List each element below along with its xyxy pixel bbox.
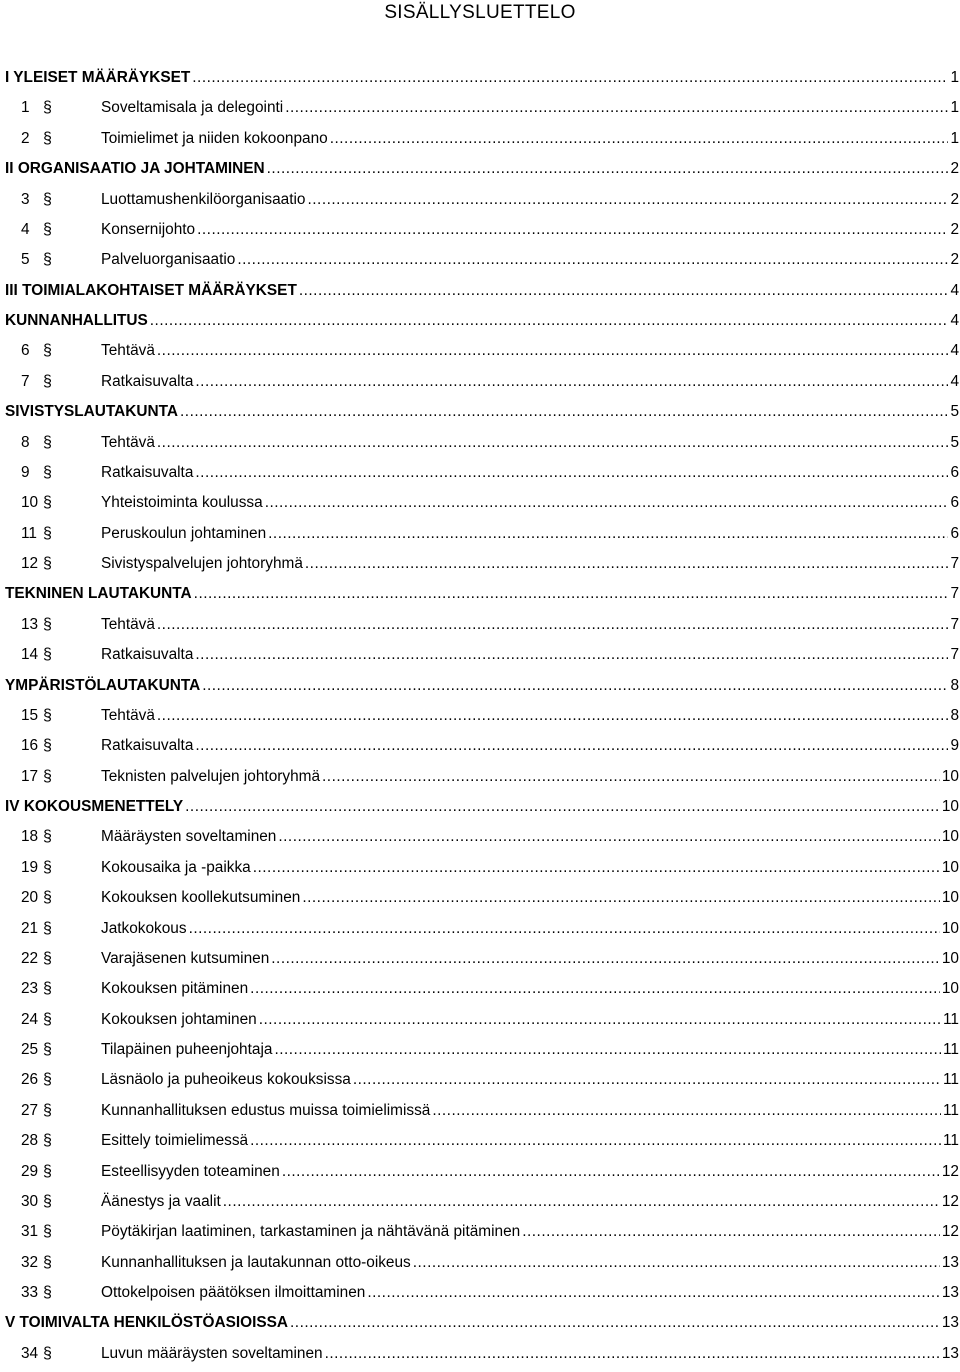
section-number: 4 [21,220,30,238]
dot-leader [325,1339,940,1369]
page-number: 9 [950,737,959,755]
section-number: 21 [21,919,39,937]
paragraph-sign: § [43,220,52,238]
paragraph-sign: § [43,1101,52,1119]
dot-leader [202,671,948,701]
paragraph-sign: § [43,555,52,572]
toc-section-entry[interactable] [5,1339,960,1369]
toc-section-entry[interactable] [5,701,960,731]
entry-title: Kokouksen koollekutsuminen [101,889,301,907]
page-number: 6 [950,524,959,542]
toc-chapter-entry[interactable] [5,671,960,701]
page-number: 11 [943,1132,959,1150]
paragraph-sign: § [43,1253,52,1271]
dot-leader [413,1248,940,1278]
entry-title: Jatkokokous [101,919,187,937]
toc-section-entry[interactable] [5,1035,960,1065]
page-number: 13 [941,1284,959,1301]
dot-leader [192,63,948,93]
page-number: 13 [941,1314,959,1332]
toc-section-entry[interactable] [5,822,960,852]
page-number: 10 [941,980,959,998]
dot-leader [194,579,949,609]
page-number: 4 [950,312,959,329]
entry-title: Ratkaisuvalta [101,463,194,481]
dot-leader [268,519,948,549]
paragraph-sign: § [43,1010,52,1028]
section-number: 23 [21,980,39,998]
page-number: 10 [941,919,959,937]
toc-section-entry[interactable] [5,93,960,123]
toc-section-entry[interactable] [5,610,960,640]
page-number: 10 [941,949,959,967]
page-number: 13 [941,1344,959,1362]
entry-title: Ottokelpoisen päätöksen ilmoittaminen [101,1284,366,1301]
toc-section-entry[interactable] [5,762,960,792]
dot-leader [185,792,940,822]
entry-title: Kunnanhallituksen ja lautakunnan otto-oikeus [101,1253,411,1271]
section-number: 7 [21,372,30,390]
dot-leader [197,215,948,245]
toc-section-entry[interactable] [5,731,960,761]
dot-leader [237,245,948,275]
entry-title: Varajäsenen kutsuminen [101,949,270,967]
entry-title: Kunnanhallituksen edustus muissa toimielimissä [101,1101,431,1119]
entry-title: Läsnäolo ja puheoikeus kokouksissa [101,1071,351,1089]
section-number: 3 [21,190,30,208]
dot-leader [250,974,940,1004]
paragraph-sign: § [43,524,52,542]
entry-title: Yhteistoiminta koulussa [101,494,263,512]
dot-leader [308,185,949,215]
dot-leader [302,883,940,913]
paragraph-sign: § [43,889,52,907]
page-number: 10 [941,798,959,815]
toc-section-entry[interactable] [5,853,960,883]
entry-title: KUNNANHALLITUS [5,312,148,329]
page-number: 2 [950,251,959,269]
page-number: 10 [941,858,959,876]
dot-leader [195,367,948,397]
section-number: 12 [21,555,39,572]
entry-title: Tehtävä [101,706,155,724]
entry-title: Esittely toimielimessä [101,1132,249,1150]
entry-title: Kokouksen johtaminen [101,1010,257,1028]
dot-leader [157,428,949,458]
toc-chapter-entry[interactable] [5,792,960,822]
section-number: 26 [21,1071,39,1089]
section-number: 9 [21,463,30,481]
page-number: 7 [950,615,959,633]
page-number: 6 [950,494,959,512]
entry-title: Tehtävä [101,342,155,360]
toc-section-entry[interactable] [5,124,960,154]
toc-section-entry[interactable] [5,944,960,974]
page-number: 11 [943,1071,959,1089]
paragraph-sign: § [43,1162,52,1180]
paragraph-sign: § [43,342,52,360]
section-number: 24 [21,1010,39,1028]
entry-title: Määräysten soveltaminen [101,828,277,846]
page-number: 4 [950,281,959,299]
page-number: 11 [943,1010,959,1028]
section-number: 5 [21,251,30,269]
toc-section-entry[interactable] [5,1278,960,1308]
entry-title: Konsernijohto [101,220,196,238]
page-number: 7 [950,555,959,572]
toc-section-entry[interactable] [5,185,960,215]
paragraph-sign: § [43,99,52,117]
section-number: 28 [21,1132,39,1150]
entry-title: I YLEISET MÄÄRÄYKSET [5,69,191,86]
paragraph-sign: § [43,1223,52,1241]
dot-leader [330,124,949,154]
toc-chapter-entry[interactable] [5,579,960,609]
dot-leader [285,93,948,123]
entry-title: Sivistyspalvelujen johtoryhmä [101,555,303,572]
paragraph-sign: § [43,949,52,967]
page-number: 2 [950,220,959,238]
table-of-contents [5,63,960,1369]
toc-section-entry[interactable] [5,549,960,579]
section-number: 15 [21,706,39,724]
entry-title: Esteellisyyden toteaminen [101,1162,280,1180]
toc-chapter-entry[interactable] [5,276,960,306]
paragraph-sign: § [43,1132,52,1150]
dot-leader [522,1217,940,1247]
section-number: 10 [21,494,39,512]
paragraph-sign: § [43,1071,52,1089]
toc-chapter-entry[interactable] [5,397,960,427]
paragraph-sign: § [43,1192,52,1210]
page-number: 4 [950,372,959,390]
page-number: 6 [950,463,959,481]
paragraph-sign: § [43,251,52,269]
entry-title: Luottamushenkilöorganisaatio [101,190,306,208]
section-number: 25 [21,1041,39,1058]
entry-title: Kokousaika ja -paikka [101,858,251,876]
entry-title: Pöytäkirjan laatiminen, tarkastaminen ja nähtävänä pitäminen [101,1223,521,1241]
page-number: 1 [950,69,959,86]
toc-section-entry[interactable] [5,974,960,1004]
toc-section-entry[interactable] [5,519,960,549]
section-number: 22 [21,949,39,967]
paragraph-sign: § [43,494,52,512]
page-number: 2 [950,160,959,178]
dot-leader [265,488,949,518]
toc-section-entry[interactable] [5,883,960,913]
page-number: 5 [950,433,959,451]
entry-title: SIVISTYSLAUTAKUNTA [5,403,179,421]
section-number: 31 [21,1223,39,1241]
paragraph-sign: § [43,828,52,846]
toc-section-entry[interactable] [5,1157,960,1187]
page-number: 12 [941,1162,959,1180]
page-number: 10 [941,828,959,846]
paragraph-sign: § [43,980,52,998]
page-number: 4 [950,342,959,360]
page-number: 13 [941,1253,959,1271]
paragraph-sign: § [43,433,52,451]
section-number: 11 [21,524,37,542]
section-number: 30 [21,1192,39,1210]
paragraph-sign: § [43,190,52,208]
paragraph-sign: § [43,1041,52,1058]
entry-title: III TOIMIALAKOHTAISET MÄÄRÄYKSET [5,281,297,299]
entry-title: Teknisten palvelujen johtoryhmä [101,767,321,785]
toc-chapter-entry[interactable] [5,1308,960,1338]
entry-title: Kokouksen pitäminen [101,980,249,998]
dot-leader [157,701,949,731]
dot-leader [267,154,949,184]
paragraph-sign: § [43,919,52,937]
toc-section-entry[interactable] [5,336,960,366]
dot-leader [290,1308,940,1338]
section-number: 14 [21,646,39,664]
paragraph-sign: § [43,646,52,664]
entry-title: Tehtävä [101,433,155,451]
entry-title: Äänestys ja vaalit [101,1192,221,1210]
dot-leader [305,549,949,579]
section-number: 29 [21,1162,39,1180]
toc-section-entry[interactable] [5,1187,960,1217]
dot-leader [250,1126,941,1156]
toc-section-entry[interactable] [5,914,960,944]
toc-section-entry[interactable] [5,1217,960,1247]
section-number: 17 [21,767,39,785]
entry-title: II ORGANISAATIO JA JOHTAMINEN [5,160,265,178]
toc-chapter-entry[interactable] [5,63,960,93]
page-title: SISÄLLYSLUETTELO [384,2,576,23]
section-number: 32 [21,1253,39,1271]
section-number: 16 [21,737,39,755]
dot-leader [367,1278,940,1308]
toc-section-entry[interactable] [5,640,960,670]
page-number: 11 [943,1041,959,1058]
dot-leader [353,1065,941,1095]
toc-section-entry[interactable] [5,428,960,458]
dot-leader [299,276,949,306]
toc-section-entry[interactable] [5,488,960,518]
entry-title: Soveltamisala ja delegointi [101,99,284,117]
dot-leader [195,458,948,488]
entry-title: TEKNINEN LAUTAKUNTA [5,585,192,603]
section-number: 34 [21,1344,39,1362]
entry-title: Ratkaisuvalta [101,372,194,390]
paragraph-sign: § [43,1284,52,1301]
dot-leader [253,853,940,883]
section-number: 19 [21,858,39,876]
page-number: 10 [941,889,959,907]
dot-leader [189,914,940,944]
page-number: 12 [941,1223,959,1241]
paragraph-sign: § [43,737,52,755]
entry-title: Tehtävä [101,615,155,633]
dot-leader [150,306,949,336]
section-number: 2 [21,129,30,147]
section-number: 18 [21,828,39,846]
page-number: 11 [943,1101,959,1119]
page-number: 7 [950,585,959,603]
toc-section-entry[interactable] [5,245,960,275]
page-number: 12 [941,1192,959,1210]
dot-leader [180,397,948,427]
entry-title: Palveluorganisaatio [101,251,236,269]
dot-leader [223,1187,940,1217]
toc-section-entry[interactable] [5,367,960,397]
dot-leader [157,336,949,366]
section-number: 20 [21,889,39,907]
entry-title: V TOIMIVALTA HENKILÖSTÖASIOISSA [5,1314,289,1332]
entry-title: Ratkaisuvalta [101,646,194,664]
toc-chapter-entry[interactable] [5,306,960,336]
page-number: 7 [950,646,959,664]
section-number: 27 [21,1101,39,1119]
toc-section-entry[interactable] [5,1005,960,1035]
toc-chapter-entry[interactable] [5,154,960,184]
section-number: 33 [21,1284,39,1301]
entry-title: Peruskoulun johtaminen [101,524,267,542]
toc-section-entry[interactable] [5,458,960,488]
toc-section-entry[interactable] [5,1096,960,1126]
page-number: 5 [950,403,959,421]
dot-leader [157,610,949,640]
entry-title: Ratkaisuvalta [101,737,194,755]
dot-leader [278,822,940,852]
dot-leader [322,762,940,792]
paragraph-sign: § [43,129,52,147]
section-number: 8 [21,433,30,451]
page-number: 10 [941,767,959,785]
section-number: 1 [21,99,30,117]
paragraph-sign: § [43,615,52,633]
entry-title: IV KOKOUSMENETTELY [5,798,184,815]
paragraph-sign: § [43,1344,52,1362]
page-number: 1 [950,129,959,147]
toc-section-entry[interactable] [5,1248,960,1278]
section-number: 13 [21,615,39,633]
dot-leader [274,1035,941,1065]
paragraph-sign: § [43,767,52,785]
entry-title: Tilapäinen puheenjohtaja [101,1041,273,1058]
entry-title: Toimielimet ja niiden kokoonpano [101,129,328,147]
toc-section-entry[interactable] [5,215,960,245]
dot-leader [432,1096,941,1126]
paragraph-sign: § [43,706,52,724]
paragraph-sign: § [43,858,52,876]
dot-leader [282,1157,940,1187]
page-number: 2 [950,190,959,208]
entry-title: Luvun määräysten soveltaminen [101,1344,323,1362]
page-number: 8 [950,676,959,694]
paragraph-sign: § [43,463,52,481]
page-number: 1 [950,99,959,117]
section-number: 6 [21,342,30,360]
toc-section-entry[interactable] [5,1065,960,1095]
dot-leader [271,944,940,974]
paragraph-sign: § [43,372,52,390]
dot-leader [259,1005,941,1035]
dot-leader [195,731,948,761]
page-number: 8 [950,706,959,724]
entry-title: YMPÄRISTÖLAUTAKUNTA [5,676,201,694]
toc-section-entry[interactable] [5,1126,960,1156]
dot-leader [195,640,948,670]
